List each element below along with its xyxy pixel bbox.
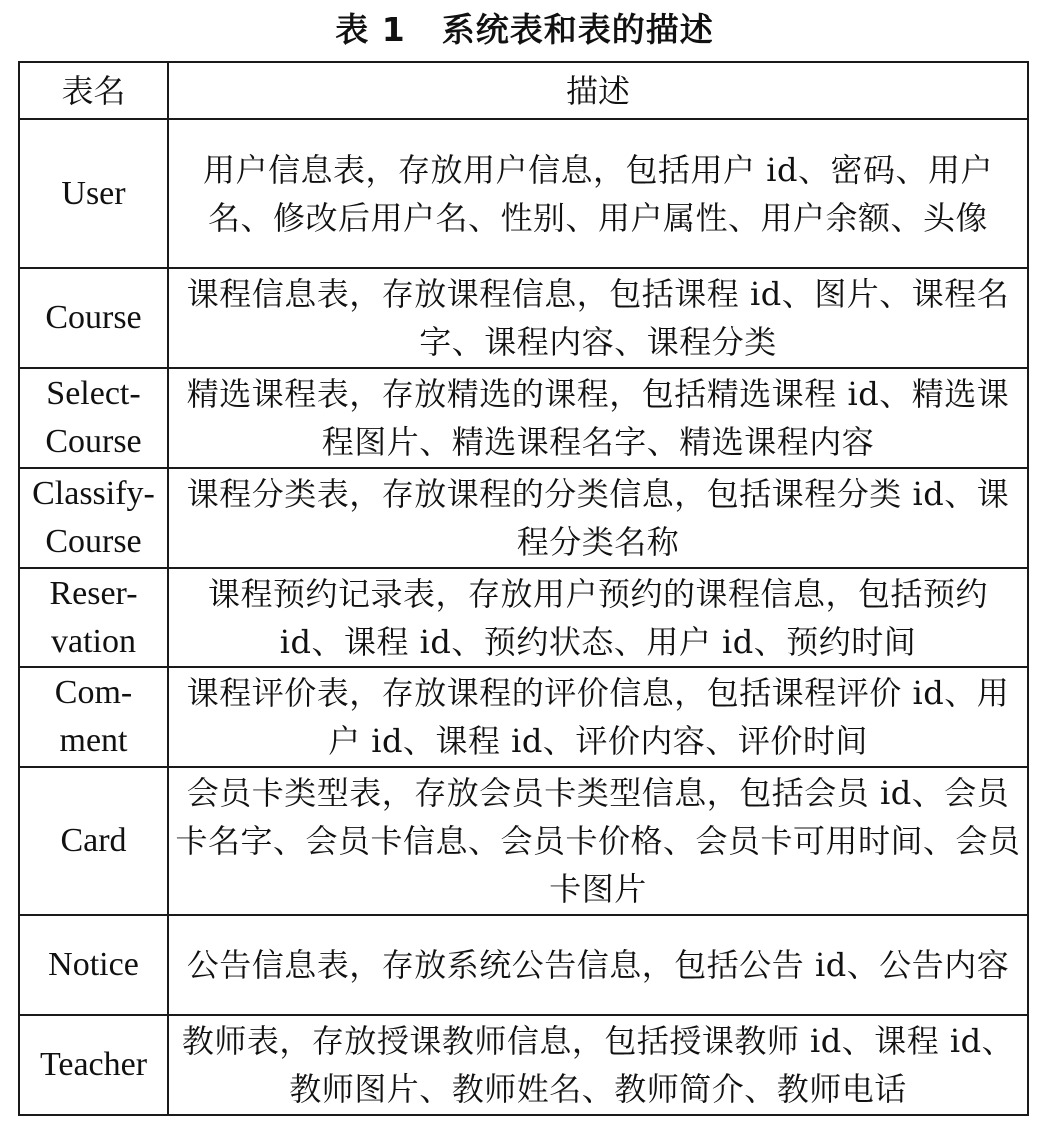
row-table-name: Classify-Course: [19, 468, 168, 568]
row-description: 精选课程表，存放精选的课程，包括精选课程 id、精选课程图片、精选课程名字、精选课程内容: [168, 368, 1028, 468]
system-tables: [18, 61, 1029, 1116]
caption-title: 系统表和表的描述: [441, 10, 714, 49]
table-row: [19, 667, 1028, 767]
row-description: 课程预约记录表，存放用户预约的课程信息，包括预约 id、课程 id、预约状态、用户 id、预约时间: [168, 568, 1028, 667]
row-table-name: Card: [19, 767, 168, 915]
table-caption: [0, 6, 1049, 54]
header-table-name: 表名: [19, 62, 168, 119]
row-description: 课程信息表，存放课程信息，包括课程 id、图片、课程名字、课程内容、课程分类: [168, 268, 1028, 368]
row-description: 课程分类表，存放课程的分类信息，包括课程分类 id、课程分类名称: [168, 468, 1028, 568]
row-table-name: User: [19, 119, 168, 268]
row-table-name: Notice: [19, 915, 168, 1015]
row-description: 教师表，存放授课教师信息，包括授课教师 id、课程 id、教师图片、教师姓名、教师简介、教师电话: [168, 1015, 1028, 1115]
table-row: [19, 368, 1028, 468]
table-row: [19, 767, 1028, 915]
row-table-name: Select-Course: [19, 368, 168, 468]
header-row: [19, 62, 1028, 119]
table-row: [19, 915, 1028, 1015]
row-description: 用户信息表，存放用户信息，包括用户 id、密码、用户名、修改后用户名、性别、用户属性、用户余额、头像: [168, 119, 1028, 268]
row-table-name: Teacher: [19, 1015, 168, 1115]
header-description: 描述: [168, 62, 1028, 119]
table-row: [19, 268, 1028, 368]
row-table-name: Course: [19, 268, 168, 368]
caption-number: 表 1: [335, 10, 406, 49]
row-table-name: Reser-vation: [19, 568, 168, 667]
row-description: 课程评价表，存放课程的评价信息，包括课程评价 id、用户 id、课程 id、评价内容、评价时间: [168, 667, 1028, 767]
table-row: [19, 119, 1028, 268]
table-row: [19, 1015, 1028, 1115]
row-description: 公告信息表，存放系统公告信息，包括公告 id、公告内容: [168, 915, 1028, 1015]
table-row: [19, 468, 1028, 568]
row-table-name: Com-ment: [19, 667, 168, 767]
table-row: [19, 568, 1028, 667]
row-description: 会员卡类型表，存放会员卡类型信息，包括会员 id、会员卡名字、会员卡信息、会员卡价格、会员卡可用时间、会员卡图片: [168, 767, 1028, 915]
